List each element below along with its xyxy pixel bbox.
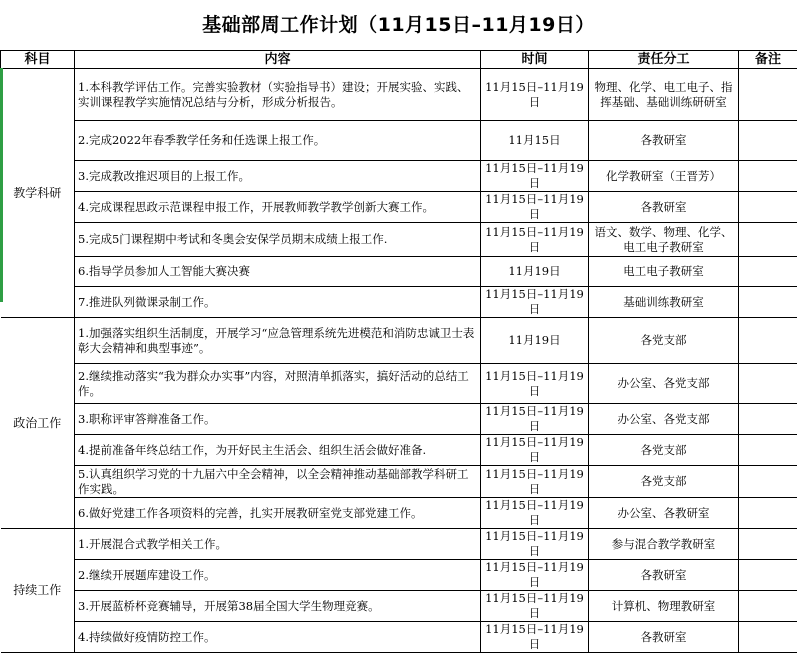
content-cell: 3.职称评审答辩准备工作。 [75,404,481,435]
header-time: 时间 [481,51,589,69]
table-row [1,404,797,435]
owner-cell: 基础训练教研室 [589,287,739,318]
content-cell: 1.本科教学评估工作。完善实验教材（实验指导书）建设；开展实验、实践、实训课程教学实施情况总结与分析，形成分析报告。 [75,69,481,121]
table-row [1,318,797,364]
owner-cell: 办公室、各党支部 [589,404,739,435]
time-cell: 11月15日–11月19日 [481,287,589,318]
note-cell [739,318,797,364]
table-row [1,257,797,287]
time-cell: 11月15日–11月19日 [481,192,589,223]
owner-cell: 各党支部 [589,466,739,498]
content-cell: 5.完成5门课程期中考试和冬奥会安保学员期末成绩上报工作. [75,223,481,257]
note-cell [739,287,797,318]
time-cell: 11月15日–11月19日 [481,498,589,529]
time-cell: 11月15日–11月19日 [481,529,589,560]
content-cell: 2.继续推动落实“我为群众办实事”内容，对照清单抓落实，搞好活动的总结工作。 [75,364,481,404]
owner-cell: 参与混合教学教研室 [589,529,739,560]
work-plan-table [0,50,797,653]
note-cell [739,69,797,121]
time-cell: 11月15日–11月19日 [481,161,589,192]
note-cell [739,435,797,466]
table-row [1,591,797,622]
time-cell: 11月15日–11月19日 [481,622,589,653]
owner-cell: 化学教研室（王晋芳） [589,161,739,192]
page-title: 基础部周工作计划（11月15日–11月19日） [0,0,797,50]
table-row [1,69,797,121]
subject-cell: 教学科研 [1,69,75,318]
table-row [1,529,797,560]
table-row [1,498,797,529]
owner-cell: 语文、数学、物理、化学、电工电子教研室 [589,223,739,257]
time-cell: 11月15日–11月19日 [481,364,589,404]
content-cell: 4.完成课程思政示范课程申报工作，开展教师教学教学创新大赛工作。 [75,192,481,223]
note-cell [739,161,797,192]
content-cell: 2.继续开展题库建设工作。 [75,560,481,591]
subject-cell: 持续工作 [1,529,75,653]
table-row [1,622,797,653]
note-cell [739,529,797,560]
owner-cell: 各教研室 [589,192,739,223]
content-cell: 6.指导学员参加人工智能大赛决赛 [75,257,481,287]
header-owner: 责任分工 [589,51,739,69]
owner-cell: 办公室、各教研室 [589,498,739,529]
header-note: 备注 [739,51,797,69]
owner-cell: 各党支部 [589,318,739,364]
header-subject: 科目 [1,51,75,69]
content-cell: 4.持续做好疫情防控工作。 [75,622,481,653]
table-row [1,435,797,466]
content-cell: 6.做好党建工作各项资料的完善，扎实开展教研室党支部党建工作。 [75,498,481,529]
note-cell [739,560,797,591]
note-cell [739,591,797,622]
content-cell: 3.完成教改推迟项目的上报工作。 [75,161,481,192]
table-row [1,161,797,192]
subject-cell: 政治工作 [1,318,75,529]
note-cell [739,466,797,498]
table-row [1,287,797,318]
note-cell [739,364,797,404]
table-row [1,466,797,498]
content-cell: 1.加强落实组织生活制度，开展学习“应急管理系统先进模范和消防忠诚卫士表彰大会精神和典型事迹”。 [75,318,481,364]
note-cell [739,498,797,529]
header-row [1,51,797,69]
time-cell: 11月15日–11月19日 [481,404,589,435]
content-cell: 5.认真组织学习党的十九届六中全会精神，以全会精神推动基础部教学科研工作实践。 [75,466,481,498]
time-cell: 11月19日 [481,318,589,364]
owner-cell: 计算机、物理教研室 [589,591,739,622]
time-cell: 11月15日–11月19日 [481,223,589,257]
owner-cell: 各教研室 [589,622,739,653]
content-cell: 2.完成2022年春季教学任务和任选课上报工作。 [75,121,481,161]
content-cell: 7.推进队列微课录制工作。 [75,287,481,318]
table-row [1,364,797,404]
note-cell [739,622,797,653]
note-cell [739,223,797,257]
time-cell: 11月15日–11月19日 [481,560,589,591]
owner-cell: 各教研室 [589,121,739,161]
owner-cell: 各党支部 [589,435,739,466]
time-cell: 11月15日–11月19日 [481,69,589,121]
owner-cell: 办公室、各党支部 [589,364,739,404]
table-row [1,192,797,223]
table-row [1,560,797,591]
note-cell [739,404,797,435]
content-cell: 3.开展蓝桥杯竞赛辅导，开展第38届全国大学生物理竞赛。 [75,591,481,622]
selection-indicator [0,68,3,302]
note-cell [739,257,797,287]
header-content: 内容 [75,51,481,69]
table-row [1,223,797,257]
owner-cell: 物理、化学、电工电子、指挥基础、基础训练研研室 [589,69,739,121]
time-cell: 11月15日–11月19日 [481,466,589,498]
note-cell [739,192,797,223]
note-cell [739,121,797,161]
content-cell: 4.提前准备年终总结工作，为开好民主生活会、组织生活会做好准备. [75,435,481,466]
owner-cell: 各教研室 [589,560,739,591]
time-cell: 11月15日 [481,121,589,161]
time-cell: 11月15日–11月19日 [481,435,589,466]
content-cell: 1.开展混合式教学相关工作。 [75,529,481,560]
time-cell: 11月15日–11月19日 [481,591,589,622]
table-row [1,121,797,161]
owner-cell: 电工电子教研室 [589,257,739,287]
time-cell: 11月19日 [481,257,589,287]
